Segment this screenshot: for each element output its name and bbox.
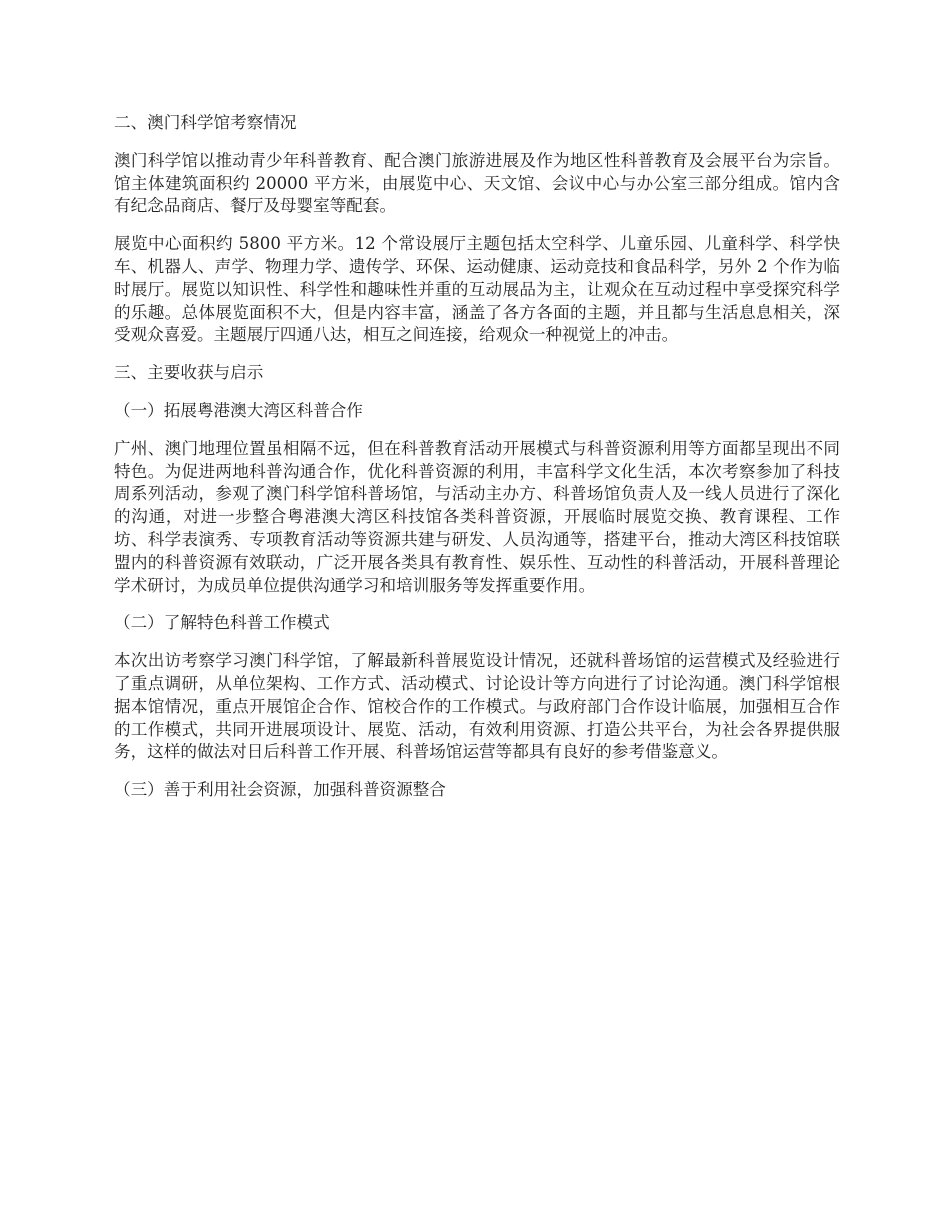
paragraph-museum-overview: 澳门科学馆以推动青少年科普教育、配合澳门旅游进展及作为地区性科普教育及会展平台为宗旨。馆主体建筑面积约 20000 平方米，由展览中心、天文馆、会议中心与办公室三部分组成。馆内含有纪念品商店、餐厅及母婴室等配套。 (114, 150, 840, 216)
paragraph-gba-cooperation: 广州、澳门地理位置虽相隔不远，但在科普教育活动开展模式与科普资源利用等方面都呈现出不同特色。为促进两地科普沟通合作，优化科普资源的利用，丰富科学文化生活，本次考察参加了科技周系列活动，参观了澳门科学馆科普场馆，与活动主办方、科普场馆负责人及一线人员进行了深化的沟通，对进一步整合粤港澳大湾区科技馆各类科普资源，开展临时展览交换、教育课程、工作坊、科学表演秀、专项教育活动等资源共建与研发、人员沟通等，搭建平台，推动大湾区科技馆联盟内的科普资源有效联动，广泛开展各类具有教育性、娱乐性、互动性的科普活动，开展科普理论学术研讨，为成员单位提供沟通学习和培训服务等发挥重要作用。 (114, 438, 840, 595)
section-heading-macau-science-center: 二、澳门科学馆考察情况 (114, 113, 297, 132)
subheading-social-resources: （三）善于利用社会资源，加强科普资源整合 (114, 780, 446, 800)
subheading-gba-cooperation: （一）拓展粤港澳大湾区科普合作 (114, 400, 363, 420)
paragraph-exhibition-center: 展览中心面积约 5800 平方米。12 个常设展厅主题包括太空科学、儿童乐园、儿童科学、科学快车、机器人、声学、物理力学、遗传学、环保、运动健康、运动竞技和食品科学，另外 2 个作为临时展厅。展览以知识性、科学性和趣味性并重的互动展品为主，让观众在互动过程中享受探究科学的乐趣。总体展览面积不大，但是内容丰富，涵盖了各方各面的主题，并且都与生活息息相关，深受观众喜爱。主题展厅四通八达，相互之间连接，给观众一种视觉上的冲击。 (114, 234, 840, 345)
paragraph-work-model: 本次出访考察学习澳门科学馆，了解最新科普展览设计情况，还就科普场馆的运营模式及经验进行了重点调研，从单位架构、工作方式、活动模式、讨论设计等方向进行了讨论沟通。澳门科学馆根据本馆情况，重点开展馆企合作、馆校合作的工作模式。与政府部门合作设计临展，加强相互合作的工作模式，共同开进展项设计、展览、活动，有效利用资源、打造公共平台，为社会各界提供服务，这样的做法对日后科普工作开展、科普场馆运营等都具有良好的参考借鉴意义。 (114, 651, 840, 762)
document-page (114, 112, 840, 817)
subheading-work-model: （二）了解特色科普工作模式 (114, 613, 330, 633)
section-heading-main-gains: 三、主要收获与启示 (114, 363, 264, 383)
